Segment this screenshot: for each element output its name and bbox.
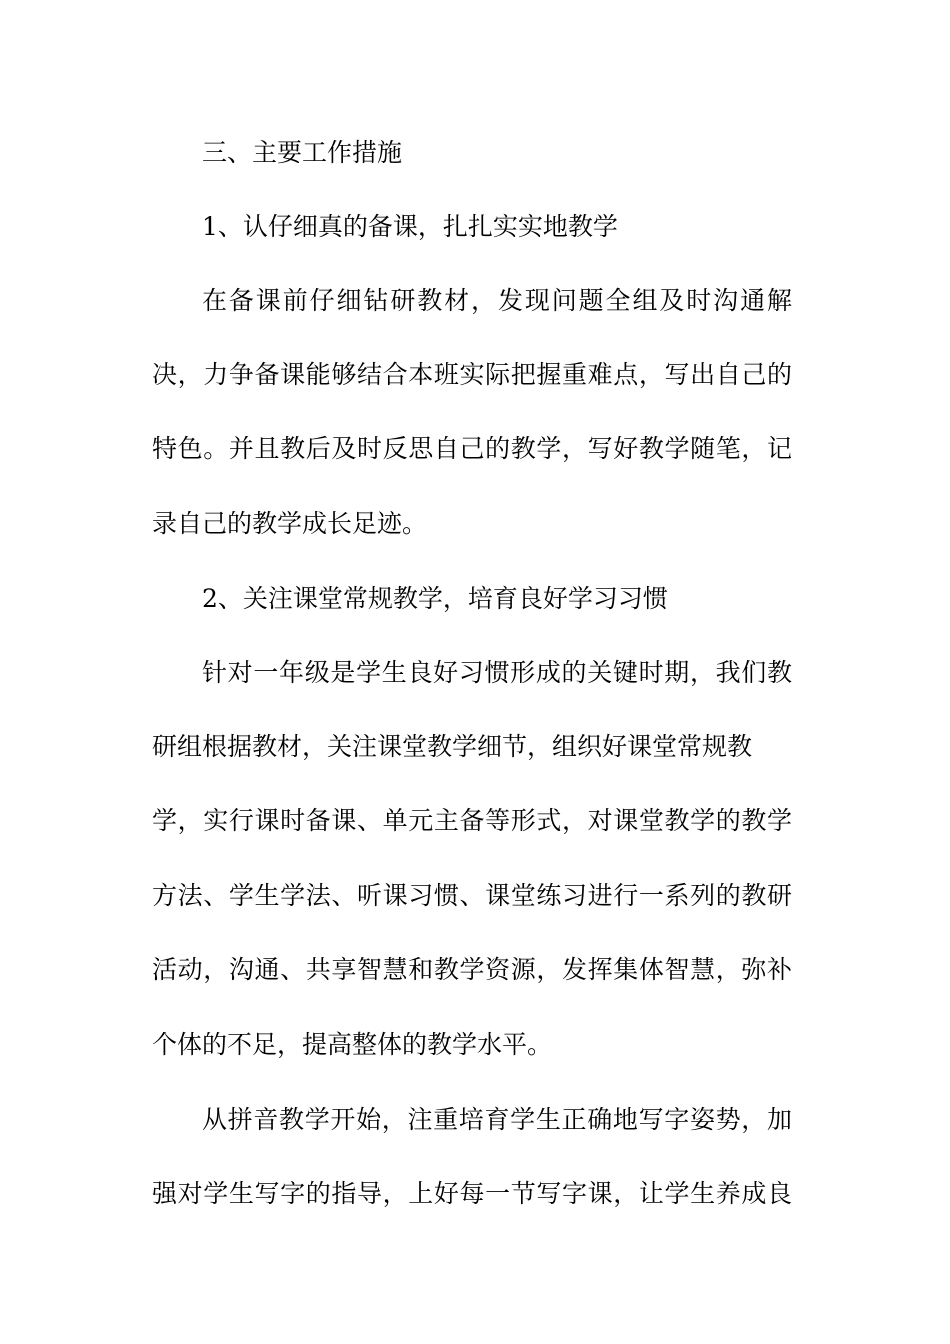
section1-paragraph-line: 录自己的教学成长足迹。 xyxy=(152,509,428,538)
section1-title: 1、认仔细真的备课，扎扎实实地教学 xyxy=(202,212,618,241)
section2-paragraph1-line: 学，实行课时备课、单元主备等形式，对课堂教学的教学 xyxy=(152,806,792,835)
section1-paragraph-line: 在备课前仔细钻研教材，发现问题全组及时沟通解 xyxy=(202,286,792,315)
section2-paragraph1-line: 针对一年级是学生良好习惯形成的关键时期，我们教 xyxy=(202,658,792,687)
section2-paragraph1-line: 研组根据教材，关注课堂教学细节，组织好课堂常规教 xyxy=(152,732,753,761)
section2-paragraph2-line: 强对学生写字的指导，上好每一节写字课，让学生养成良 xyxy=(152,1179,792,1208)
section1-paragraph-line: 特色。并且教后及时反思自己的教学，写好教学随笔，记 xyxy=(152,434,792,463)
section2-paragraph1-line: 方法、学生学法、听课习惯、课堂练习进行一系列的教研 xyxy=(152,881,792,910)
section1-paragraph-line: 决，力争备课能够结合本班实际把握重难点，写出自己的 xyxy=(152,360,792,389)
section2-paragraph1-line: 活动，沟通、共享智慧和教学资源，发挥集体智慧，弥补 xyxy=(152,955,792,984)
section2-paragraph2-line: 从拼音教学开始，注重培育学生正确地写字姿势，加 xyxy=(202,1105,792,1134)
section2-title: 2、关注课堂常规教学，培育良好学习习惯 xyxy=(202,584,668,613)
section2-paragraph1-line: 个体的不足，提高整体的教学水平。 xyxy=(152,1030,553,1059)
section-heading: 三、主要工作措施 xyxy=(202,138,403,167)
